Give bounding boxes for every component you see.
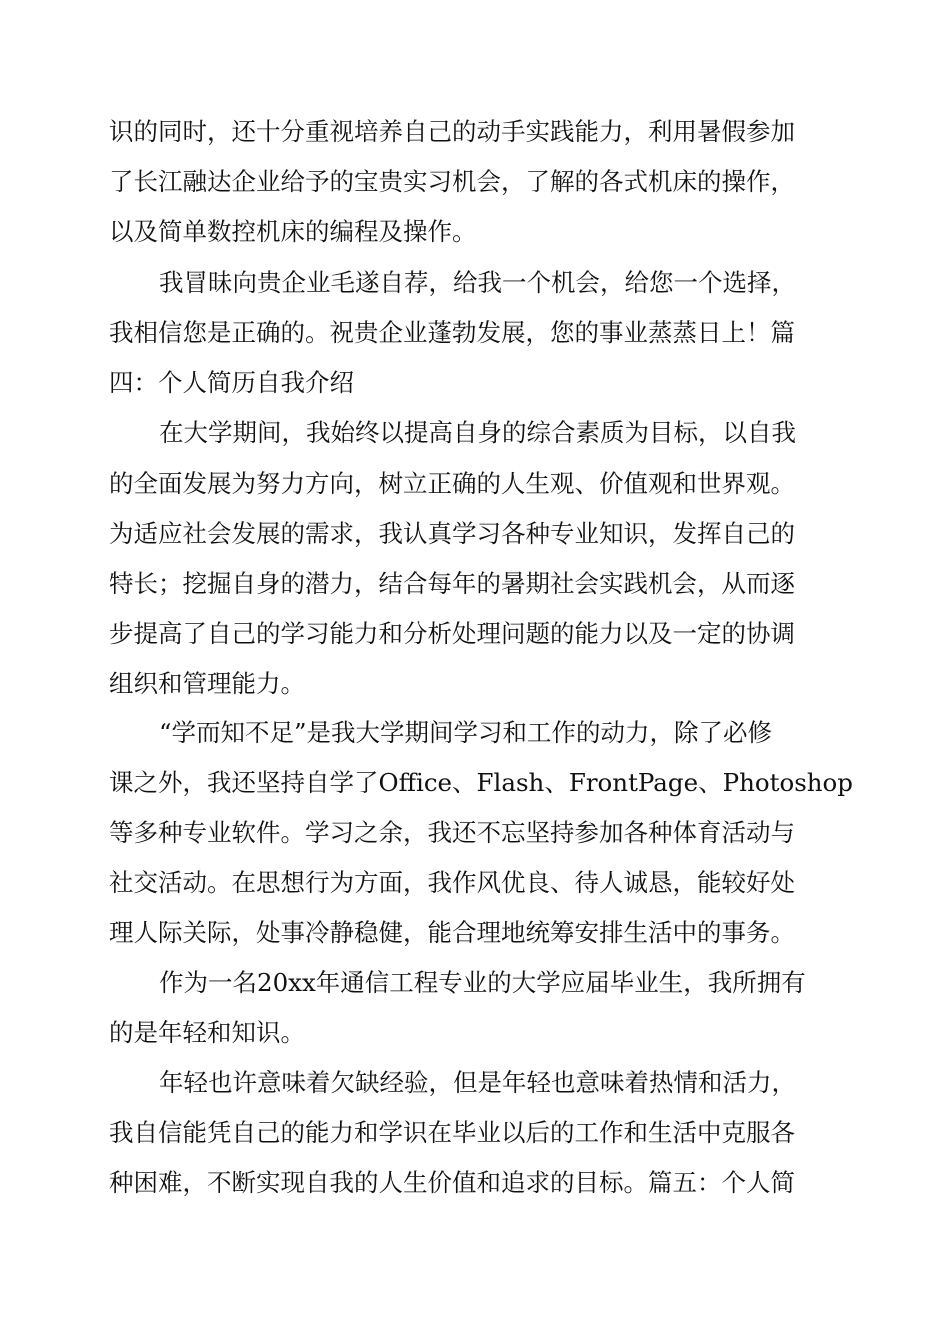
- text-line: 以及简单数控机床的编程及操作。: [109, 217, 477, 246]
- text-line: 的是年轻和知识。: [109, 1018, 305, 1047]
- text-line: 的全面发展为努力方向，树立正确的人生观、价值观和世界观。: [109, 469, 795, 498]
- paragraph-first-line: 我冒昧向贵企业毛遂自荐，给我一个机会，给您一个选择，: [159, 268, 796, 297]
- text-line: 四：个人简历自我介绍: [109, 368, 354, 397]
- text-line: 了长江融达企业给予的宝贵实习机会，了解的各式机床的操作，: [109, 167, 795, 196]
- paragraph-first-line: 年轻也许意味着欠缺经验，但是年轻也意味着热情和活力，: [159, 1068, 796, 1097]
- text-line: 我相信您是正确的。祝贵企业蓬勃发展，您的事业蒸蒸日上！篇: [109, 318, 795, 347]
- text-line: 等多种专业软件。学习之余，我还不忘坚持参加各种体育活动与: [109, 818, 795, 847]
- text-line: 我自信能凭自己的能力和学识在毕业以后的工作和生活中克服各: [109, 1118, 795, 1147]
- text-line: 特长；挖掘自身的潜力，结合每年的暑期社会实践机会，从而逐: [109, 569, 795, 598]
- text-line: 课之外，我还坚持自学了Office、Flash、FrontPage、Photoshop: [109, 768, 853, 797]
- text-line: 种困难，不断实现自我的人生价值和追求的目标。篇五：个人简: [109, 1168, 795, 1197]
- paragraph-first-line: 在大学期间，我始终以提高自身的综合素质为目标，以自我: [159, 418, 796, 447]
- text-line: 社交活动。在思想行为方面，我作风优良、待人诚恳，能较好处: [109, 868, 795, 897]
- paragraph-first-line: 作为一名20xx年通信工程专业的大学应届毕业生，我所拥有: [159, 968, 806, 997]
- text-line: 识的同时，还十分重视培养自己的动手实践能力，利用暑假参加: [109, 117, 795, 146]
- text-line: 为适应社会发展的需求，我认真学习各种专业知识，发挥自己的: [109, 519, 795, 548]
- text-line: 理人际关际，处事冷静稳健，能合理地统筹安排生活中的事务。: [109, 918, 795, 947]
- text-line: 组织和管理能力。: [109, 669, 305, 698]
- paragraph-first-line: “学而知不足”是我大学期间学习和工作的动力，除了必修: [159, 718, 773, 747]
- text-line: 步提高了自己的学习能力和分析处理问题的能力以及一定的协调: [109, 619, 795, 648]
